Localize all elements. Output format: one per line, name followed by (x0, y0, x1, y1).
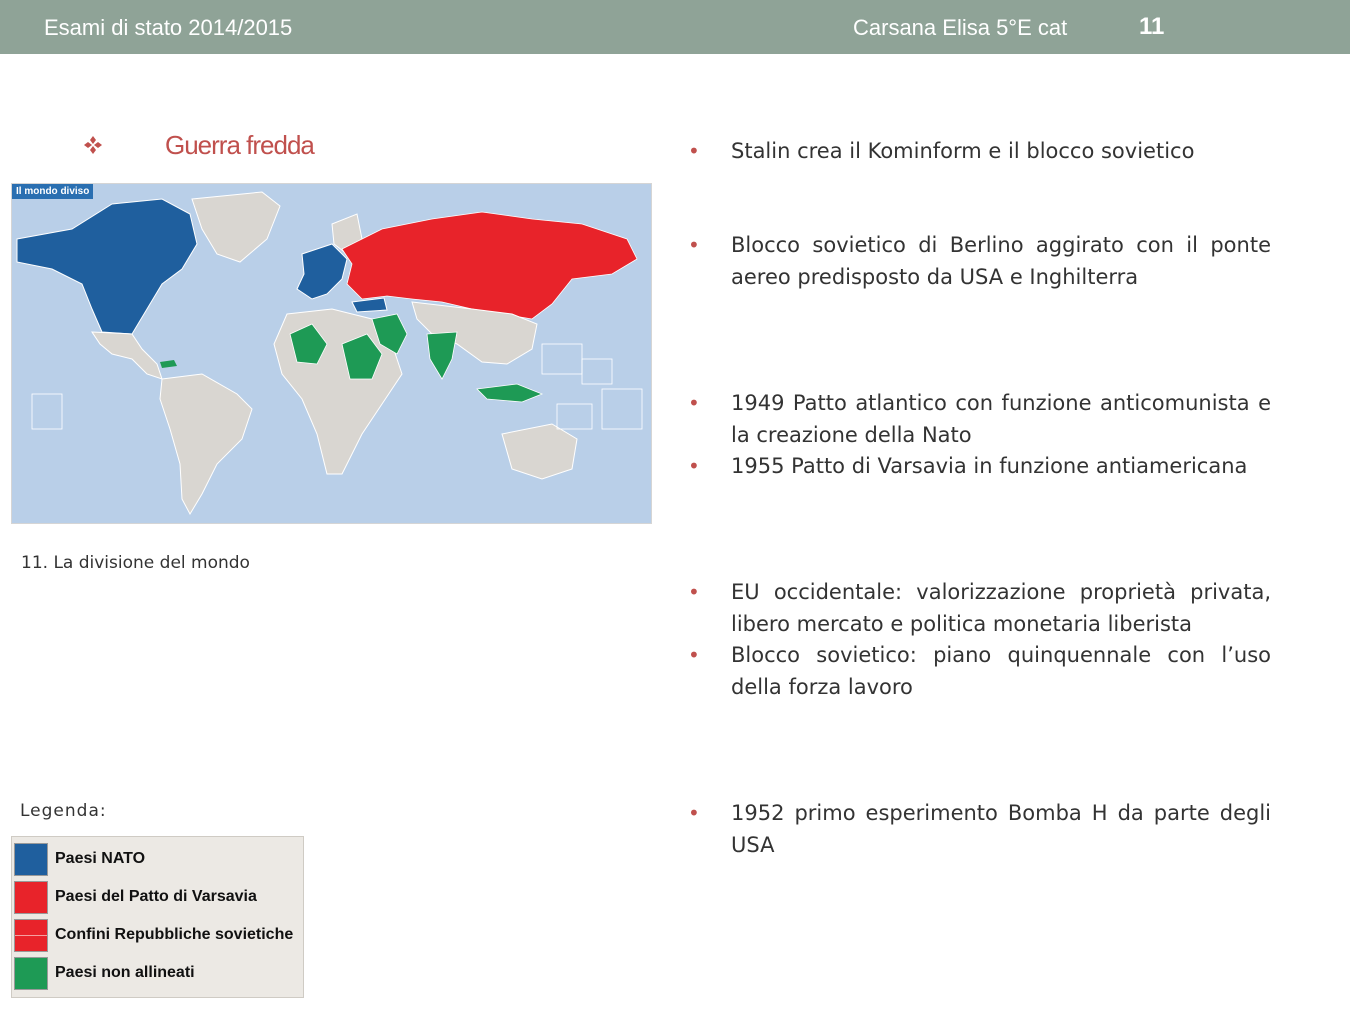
bullet-dot-icon: • (688, 139, 700, 163)
bullet-text: Stalin crea il Kominform e il blocco sovietico (731, 139, 1195, 163)
legend-swatch-warsaw (14, 881, 48, 914)
map-label: Il mondo diviso (12, 184, 93, 199)
legend-item-warsaw (14, 879, 303, 913)
world-map-graphic (12, 184, 651, 523)
bullet-item (688, 229, 1271, 293)
diamond-bullet-icon (82, 134, 104, 156)
legend-label: Paesi NATO (55, 850, 146, 867)
legend-title: Legenda: (20, 801, 107, 821)
bullet-text: Blocco sovietico: piano quinquennale con l’uso della forza lavoro (731, 643, 1271, 699)
bullet-dot-icon: • (688, 233, 700, 257)
bullet-dot-icon: • (688, 580, 700, 604)
bullet-text: Blocco sovietico di Berlino aggirato con il ponte aereo predisposto da USA e Inghilterra (731, 233, 1271, 289)
bullet-dot-icon: • (688, 454, 700, 478)
bullet-item (688, 639, 1271, 703)
header-bar (0, 0, 1350, 54)
legend-swatch-soviet-borders (14, 919, 48, 952)
bullet-text: 1952 primo esperimento Bomba H da parte degli USA (731, 801, 1271, 857)
legend-label: Confini Repubbliche sovietiche (55, 926, 294, 943)
author-name: Carsana Elisa 5°E cat (853, 15, 1068, 40)
legend-label: Paesi del Patto di Varsavia (55, 888, 257, 905)
page-number: 11 (1139, 13, 1165, 40)
bullet-text: 1955 Patto di Varsavia in funzione antiamericana (731, 454, 1248, 478)
bullet-text: EU occidentale: valorizzazione proprietà privata, libero mercato e politica monetaria liberista (731, 580, 1271, 636)
world-map (11, 183, 652, 524)
bullet-dot-icon: • (688, 643, 700, 667)
bullet-item (688, 576, 1271, 640)
legend-swatch-nato (14, 843, 48, 876)
bullet-text: 1949 Patto atlantico con funzione anticomunista e la creazione della Nato (731, 391, 1271, 447)
bullet-dot-icon: • (688, 391, 700, 415)
bullet-item (688, 135, 1271, 167)
legend-box (11, 836, 304, 998)
bullet-item (688, 450, 1271, 482)
section-title: Guerra fredda (165, 130, 314, 160)
bullet-item (688, 797, 1271, 861)
bullet-dot-icon: • (688, 801, 700, 825)
legend-item-nato (14, 841, 303, 875)
map-caption: 11. La divisione del mondo (21, 553, 250, 573)
bullet-item (688, 387, 1271, 451)
legend-item-non-aligned (14, 955, 303, 989)
legend-item-soviet-borders (14, 917, 303, 951)
legend-label: Paesi non allineati (55, 964, 195, 981)
exam-title: Esami di stato 2014/2015 (44, 15, 293, 40)
legend-swatch-non-aligned (14, 957, 48, 990)
